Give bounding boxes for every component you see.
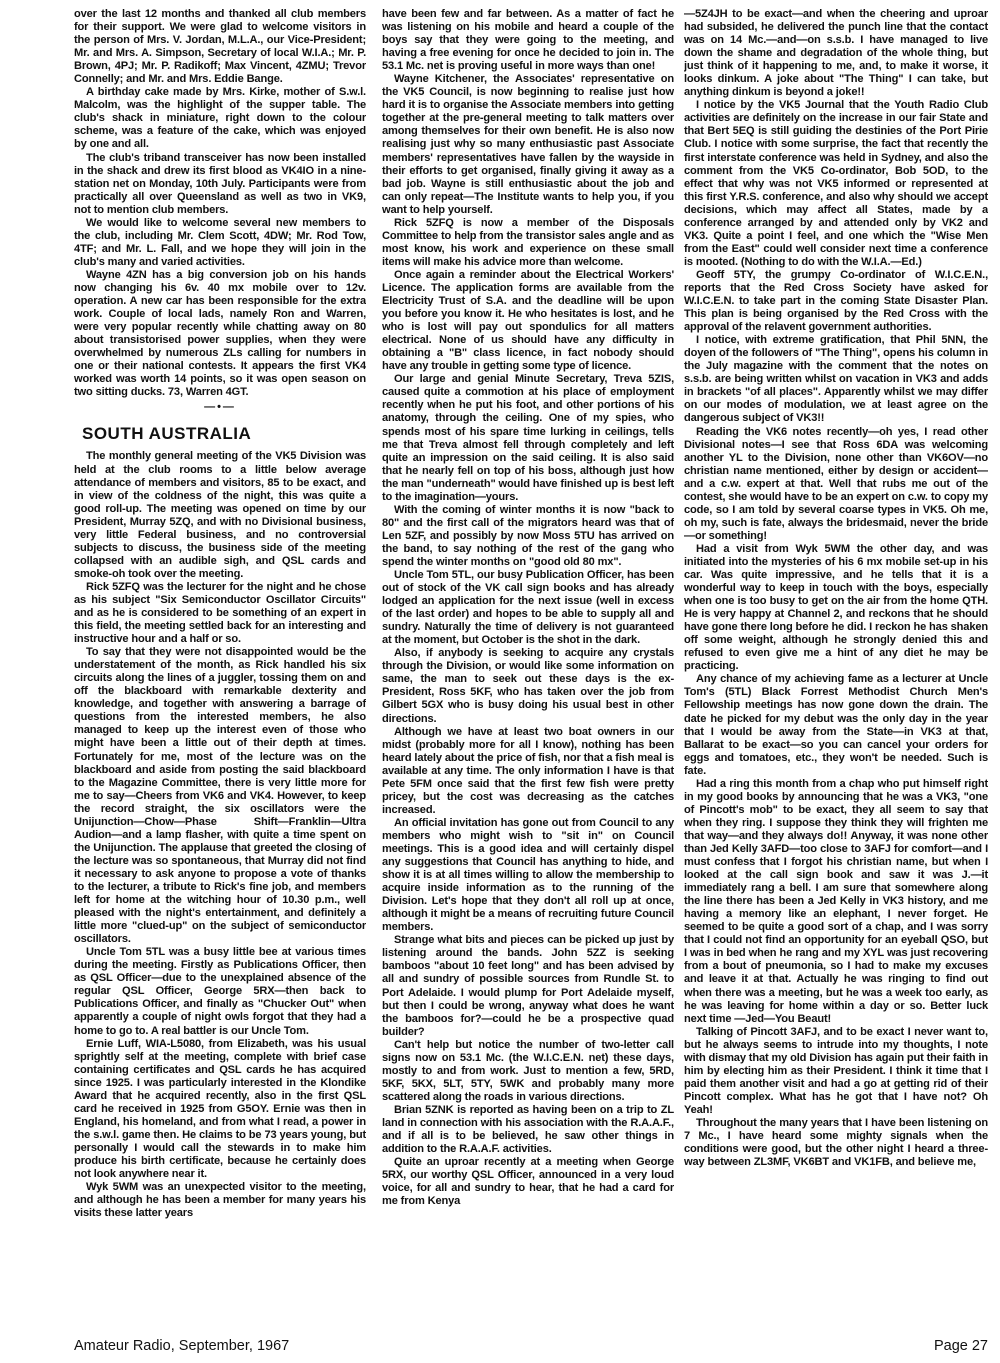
paragraph: Also, if anybody is seeking to acquire any crystals through the Division, or would like some information on same, the man to seek out these days is the ex-President, Ross 5KF, who has taken over the job from Gilbert 5GX who is busy doing his usual best in other directions. (382, 647, 674, 725)
paragraph: Although we have at least two boat owners in our midst (probably more for all I know), nothing has been heard lately about the price of fish, nor that a fish meal is available at any time. The only information I have is that Pete 5FM once said that the first few fish were pretty pricey, but the cost was decreasing as the catches increased. (382, 725, 674, 816)
paragraph: Once again a reminder about the Electrical Workers' Licence. The application forms are available from the Electricity Trust of S.A. and the deadline will be upon you before you know it. He who hesitates is lost, and he who is lost will pay out spondulics for all matters electrical. None of us should have any difficulty in obtaining a "B" class licence, in fact nobody should have any trouble in getting some type of licence. (382, 268, 674, 373)
paragraph: The club's triband transceiver has now been installed in the shack and drew its first blood as VK4IO in a nine-station net on Monday, 10th July. Participants were from practically all over Queensland as well as two in VK9, not to mention club members. (74, 151, 366, 216)
paragraph: Wayne 4ZN has a big conversion job on his hands now changing his 6v. 40 mx mobile over to 12v. operation. A new car has been responsible for the extra work. Couple of local lads, namely Ron and Warren, were very popular recently while chatting away on 80 about transistorised power supplies, when they were overwhelmed by numerous ZLs calling for numbers in one or their national contests. It appears the first VK4 worked was worth 14 points, so it was open season on two sitting ducks. 73, Warren 4GT. (74, 268, 366, 399)
paragraph: Throughout the many years that I have been listening on 7 Mc., I have heard some mighty signals when the conditions were good, but the other night I heard a three-way between ZL3MF, VK6BT and VK1FB, and believe me, (684, 1116, 988, 1169)
paragraph: Talking of Pincott 3AFJ, and to be exact I never want to, but he always seems to intrude into my thoughts, I note with dismay that my old Division has again put their faith in him by electing him as their President. I think it time that I paid them another visit and had a go at getting rid of their Pincott complex. What has he got that I have not? Oh Yeah! (684, 1025, 988, 1116)
paragraph: Reading the VK6 notes recently—oh yes, I read other Divisional notes—I see that Ross 6DA was welcoming another YL to the Division, none other than VK6OV—no christian name mentioned, either by design or accident—and a c.w. expert at that. Well that rubs me out of the contest, she would have to be an expert on c.w. to copy my code, so I am told by several coarse types in VK5. Oh me, oh my, such is fate, always the bridesmaid, never the bride—or something! (684, 425, 988, 542)
paragraph: Had a ring this month from a chap who put himself right in my good books by announcing that he was a VK3, "one of Pincott's mob" to be exact, they all seem to say that when they ring. I suppose they think they will frighten me that way—and they always do!! Anyway, it was none other than Jed Kelly 3AFD—too close to 3AFJ for comfort—and I must confess that I forgot his christian name, but when I looked at the call sign book and saw it was J.—it immediately rang a bell. I am sure that somewhere along the line there has been a Jed Kelly in VK3 history, and me having a memory like an elephant, I never forget. He seemed to be quite a good sort of a chap, and I was sorry that I could not find an opportunity for an eyeball QSO, but I was in bed when he rang and my XYL was just recovering from a bout of pneumonia, so I had to make my excuses and leave it at that. Actually he was ringing to find out when there was a meeting, but he was a week too early, as he was leaving for home within a day or so. Better luck next time —Jed—You Beaut! (684, 777, 988, 1025)
paragraph: Geoff 5TY, the grumpy Co-ordinator of W.I.C.E.N., reports that the Red Cross Society have asked for W.I.C.E.N. to take part in the coming State Disaster Plan. This plan is being organised by the Red Cross with the approval of the relavent government authorities. (684, 268, 988, 334)
paragraph: A birthday cake made by Mrs. Kirke, mother of S.w.l. Malcolm, was the highlight of the supper table. The club's shack in miniature, right down to the colour scheme, was a feature of the cake, which was enjoyed by one and all. (74, 86, 366, 151)
paragraph: The monthly general meeting of the VK5 Division was held at the club rooms to a little below average attendance of members and visitors, 85 to be exact, and in view of the coldness of the night, this was quite a good roll-up. The meeting was opened on time by our President, Murray 5ZQ, and with no Divisional business, very little Federal business, and no controversial subjects to discuss, the business side of the meeting collapsed with an audible sigh, and QSL cards and smoke-oh took over the meeting. (74, 450, 366, 580)
paragraph: over the last 12 months and thanked all club members for their support. We were glad to welcome visitors in the person of Mrs. V. Jordan, M.L.A., our Vice-President; Mr. and Mrs. A. Simpson, Secretary of local W.I.A.; Mr. P. Brown, 4PJ; Mr. P. Radikoff; Max Vincent, 4ZMU; Trevor Connelly; and Mr. and Mrs. Eddie Bange. (74, 8, 366, 86)
article-columns (74, 8, 988, 1328)
paragraph: Brian 5ZNK is reported as having been on a trip to ZL land in connection with his association with the R.A.A.F., and if all is to be believed, he saw other things in addition to the R.A.A.F. activities. (382, 1103, 674, 1156)
paragraph: Had a visit from Wyk 5WM the other day, and was initiated into the mysteries of his 6 mx mobile set-up in his car. Was quite impressive, and he tells that it is a wonderful way to keep in touch with the boys, especially when one is too busy to get on the air from the home QTH. He is very happy at Channel 2, and reckons that he should have gone there long before he did. I reckon he has shaken off some weight, although he strongly denied this and refused to even give me a hint of any diet he may be practicing. (684, 542, 988, 673)
paragraph: With the coming of winter months it is now "back to 80" and the first call of the migrators heard was that of Len 5ZF, and possibly by now Moss 5TU has arrived on the band, to say nothing of the rest of the gang who spend the winter months on "good old 80 mx". (382, 503, 674, 568)
paragraph: I notice by the VK5 Journal that the Youth Radio Club activities are definitely on the increase in our fair State and that Bert 5EQ is still guiding the destinies of the Port Pirie Club. I notice with some surprise, the fact that recently the first interstate conference was held in Sydney, and also the comment from the VK5 Co-ordinator, Bob 5OD, to the effect that why was not VK5 informed or represented at this first Y.R.S. conference, and also why should we accept decisions, which may affect all States, made by a conference arranged by and attended only by VK2 and VK3. Quite a point I feel, and one which the "Wise Men from the East" could well consider next time a conference is mooted. (Nothing to do with the W.I.A.—Ed.) (684, 99, 988, 268)
paragraph: Wayne Kitchener, the Associates' representative on the VK5 Council, is now beginning to realise just how hard it is to organise the Associate members into getting together at the pre-general meeting to talk matters over among themselves for their own benefit. He is also now realising just why so many enthusiastic past Associate members' representatives have fallen by the wayside in their efforts to get organised, finally giving it away as a bad job. Wayne is still enthusiastic about the job and can only repeat—The Institute wants to help you, if you want to help yourself. (382, 73, 674, 216)
paragraph: Strange what bits and pieces can be picked up just by listening around the bands. John 5ZZ is seeking bamboos "about 10 feet long" and has been advised by all and sundry of possible sources from Rundle St. to Port Adelaide. I would plump for Port Adelaide myself, but then I could be wrong, anyway what does he want the bamboos for?—could he be a prospective quad builder? (382, 934, 674, 1038)
publication-info: Amateur Radio, September, 1967 (74, 1338, 290, 1354)
paragraph: To say that they were not disappointed would be the understatement of the month, as Rick handled his six circuits along the lines of a juggler, tossing them on and off the blackboard with remarkable dexterity and knowledge, and together with answering a barrage of questions from the interested members, he also managed to keep up the interest even of those who might have been a little out of their depth at times. Fortunately for me, most of the lecture was on the blackboard and aside from posting the said blackboard to the Magazine Committee, there is very little more for me to say—Cheers from VK6 and VK4. However, to keep the record straight, the six oscillators were the Unijunction—Chow—Phase Shift—Franklin—Ultra Audion—and a lamp flasher, with quite a time spent on the Unijunction. The applause that greeted the closing of the lecture was so spontaneous, that Murray did not find it necessary to ask anyone to propose a vote of thanks to the lecturer, a tribute to Rick's fine job, and members left for home at the witching hour of 10.30 p.m., well pleased with the night's entertainment, and definitely a little more "clued-up" on the subject of semiconductor oscillators. (74, 646, 366, 946)
paragraph: Uncle Tom 5TL, our busy Publication Officer, has been out of stock of the VK call sign books and has already lodged an application for the next issue (well in excess of the last order) and hopes to be able to supply all and sundry. Naturally the time of delivery is not guaranteed at the moment, but October is the shot in the dark. (382, 569, 674, 647)
section-separator: —•— (204, 401, 236, 414)
paragraph: Can't help but notice the number of two-letter call signs now on 53.1 Mc. (the W.I.C.E.N. net) these days, mostly to and from work. Just to mention a few, 5RD, 5KF, 5KX, 5LT, 5TY, 5WK and probably many more scattered along the roads in various directions. (382, 1038, 674, 1103)
column-1 (74, 8, 366, 1328)
page-footer (74, 1338, 988, 1358)
column-3 (684, 8, 988, 1328)
paragraph: have been few and far between. As a matter of fact he was listening on his mobile and heard a couple of the boys say that they were going to the meeting, and having a free evening for once he decided to join in. The 53.1 Mc. net is proving useful in more ways than one! (382, 8, 674, 73)
paragraph: —5Z4JH to be exact—and when the cheering and uproar had subsided, he delivered the punch line that the contact was on 14 Mc.—and—on s.s.b. I have managed to live down the shame and degradation of the whole thing, but just think of it happening to me, and, to make it worse, it looks dinkum. A joke about "The Thing" I can take, but anything dinkum is beyond a joke!! (684, 8, 988, 99)
column-2 (382, 8, 674, 1328)
section-heading: SOUTH AUSTRALIA (82, 424, 252, 444)
paragraph: An official invitation has gone out from Council to any members who might wish to "sit in" on Council meetings. This is a good idea and will certainly dispel any suggestions that Council has anything to hide, and show it is at all times willing to allow the membership to acquire inside information as to the running of the Division. Let's hope that they don't all roll up at once, although it might be a means of recruiting future Council members. (382, 816, 674, 934)
paragraph: We would like to welcome several new members to the club, including Mr. Clem Scott, 4DW; Mr. Rod Tow, 4TF; and Mr. L. Fall, and we hope they will join in the club's many and varied activities. (74, 216, 366, 268)
paragraph: Any chance of my achieving fame as a lecturer at Uncle Tom's (5TL) Black Forrest Methodist Church Men's Fellowship meetings has now gone down the drain. The date he picked for my debut was the only day in the year that I would be away from the State—in VK3 at that, Ballarat to be exact—so you can cancel your orders for eggs and tomatoes, etc., they won't be needed. Such is fate. (684, 673, 988, 777)
paragraph: Ernie Luff, WIA-L5080, from Elizabeth, was his usual sprightly self at the meeting, complete with brief case containing certificates and QSL cards he has acquired since 1925. I was particularly interested in the Klondike Award that he acquired recently, also in the first QSL card he received in 1925 from G5OY. Ernie was then in England, his homeland, and from what I read, a power in the s.w.l. game then. He claims to be 73 years young, but personally I would call the stewards in to make him produce his birth certificate, because he certainly does not look anywhere near it. (74, 1037, 366, 1181)
paragraph: Rick 5ZFQ is now a member of the Disposals Committee to help from the transistor sales angle and as most know, his work and experience on these small items will make his advice more than welcome. (382, 216, 674, 268)
paragraph: Quite an uproar recently at a meeting when George 5RX, our worthy QSL Officer, announced in a very loud voice, for all and sundry to hear, that he had a card for me from Kenya (382, 1156, 674, 1208)
paragraph: Rick 5ZFQ was the lecturer for the night and he chose as his subject "Six Semiconductor Oscillator Circuits" and as he is considered to be something of an expert in this field, the meeting settled back for an interesting and instructive hour and a half or so. (74, 580, 366, 646)
paragraph: Uncle Tom 5TL was a busy little bee at various times during the meeting. Firstly as Publications Officer, then as QSL Officer—due to the unexplained absence of the regular QSL Officer, George 5RX—then back to Publications Officer, and finally as "Chucker Out" when apparently a couple of night owls forgot that they had a home to go to. A real battler is our Uncle Tom. (74, 946, 366, 1037)
paragraph: Our large and genial Minute Secretary, Treva 5ZIS, caused quite a commotion at his place of employment recently when he put his foot, and other portions of his anatomy, through the ceiling. One of my spies, who spends most of his spare time lurking in ceilings, tells me that Treva almost fell through completely and left quite an impression on the said ceiling. It is also said that he nearly fell on top of his boss, although just how the man "underneath" would have finished up is best left to the imagination—yours. (382, 373, 674, 503)
paragraph: I notice, with extreme gratification, that Phil 5NN, the doyen of the followers of "The Thing", opens his column in the July magazine with the comment that the notes on s.s.b. are being written whilst on vacation in VK3 and adds in brackets "of all places". Apparently whilst we may differ on our modes of modulation, we at least agree on the dangerous subject of VK3!! (684, 334, 988, 425)
paragraph: Wyk 5WM was an unexpected visitor to the meeting, and although he has been a member for many years his visits these latter years (74, 1181, 366, 1220)
page-number: Page 27 (933, 1338, 988, 1354)
